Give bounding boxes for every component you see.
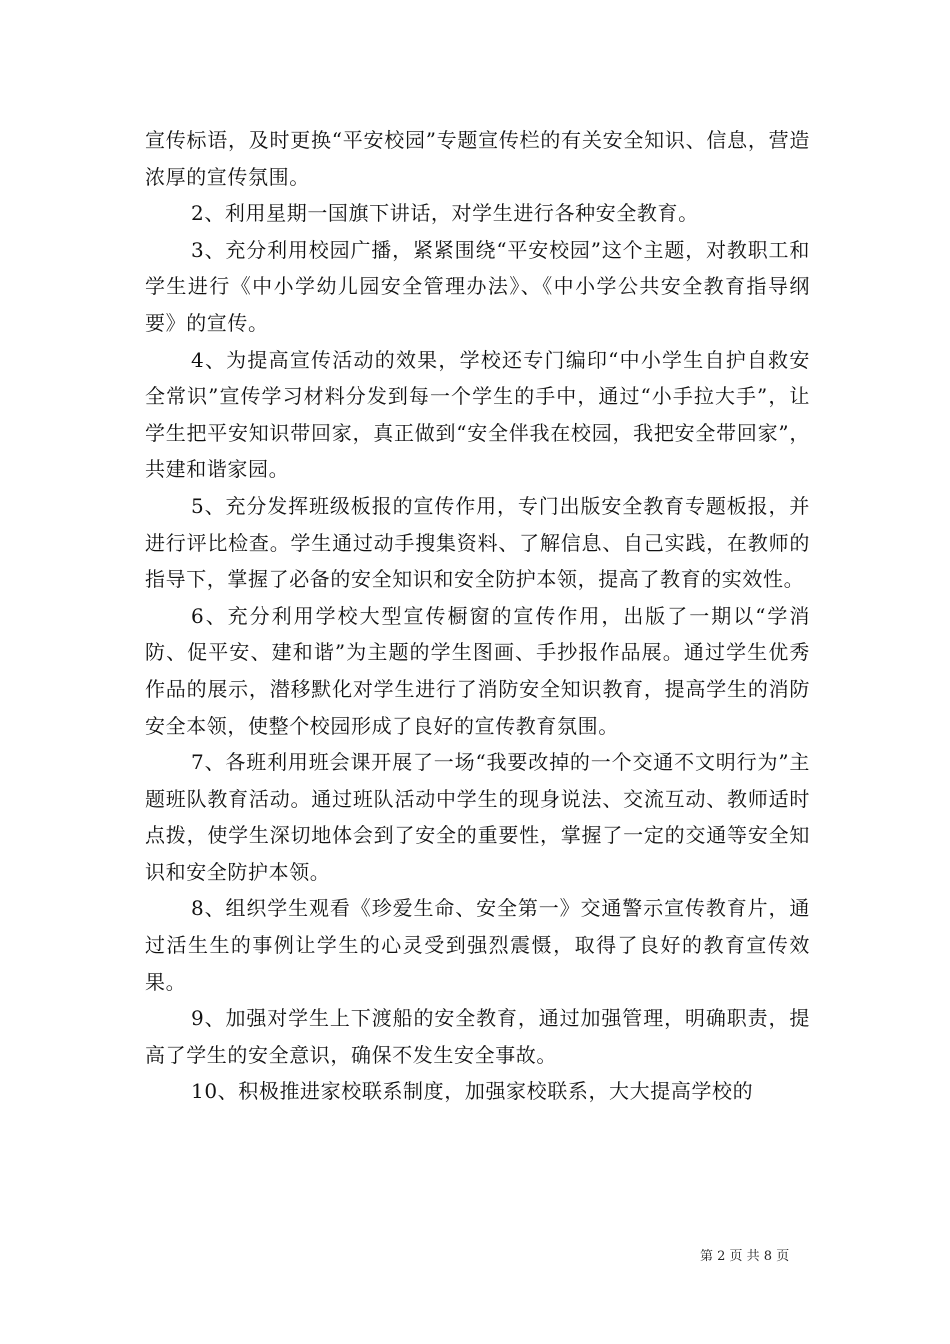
paragraph: 10、积极推进家校联系制度，加强家校联系，大大提高学校的: [191, 1079, 754, 1104]
paragraph: 3、充分利用校园广播，紧紧围绕“平安校园”这个主题，对教职工和学生进行《中小学幼儿园安全管理办法》、《中小学公共安全教育指导纲要》的宣传。: [145, 237, 810, 335]
paragraph: 8、组织学生观看《珍爱生命、安全第一》交通警示宣传教育片，通过活生生的事例让学生的心灵受到强烈震慑，取得了良好的教育宣传效果。: [145, 896, 810, 994]
paragraph: 4、为提高宣传活动的效果，学校还专门编印“中小学生自护自救安全常识”宣传学习材料分发到每一个学生的手中，通过“小手拉大手”，让学生把平安知识带回家，真正做到“安全伴我在校园，我把安全带回家”，共建和谐家园。: [145, 347, 810, 482]
document-body: [145, 122, 810, 1110]
page-number-footer: 第 2 页 共 8 页: [700, 1249, 790, 1264]
paragraph: 2、利用星期一国旗下讲话，对学生进行各种安全教育。: [191, 201, 699, 226]
paragraph: 5、充分发挥班级板报的宣传作用，专门出版安全教育专题板报，并进行评比检查。学生通过动手搜集资料、了解信息、自己实践，在教师的指导下，掌握了必备的安全知识和安全防护本领，提高了教育的实效性。: [145, 493, 810, 592]
paragraph: 宣传标语，及时更换“平安校园”专题宣传栏的有关安全知识、信息，营造浓厚的宣传氛围。: [145, 128, 810, 189]
paragraph: 9、加强对学生上下渡船的安全教育，通过加强管理，明确职责，提高了学生的安全意识，确保不发生安全事故。: [145, 1006, 810, 1067]
paragraph: 6、充分利用学校大型宣传橱窗的宣传作用，出版了一期以“学消防、促平安、建和谐”为主题的学生图画、手抄报作品展。通过学生优秀作品的展示，潜移默化对学生进行了消防安全知识教育，提高学生的消防安全本领，使整个校园形成了良好的宣传教育氛围。: [145, 603, 810, 738]
paragraph: 7、各班利用班会课开展了一场“我要改掉的一个交通不文明行为”主题班队教育活动。通过班队活动中学生的现身说法、交流互动、教师适时点拨，使学生深切地体会到了安全的重要性，掌握了一定的交通等安全知识和安全防护本领。: [145, 750, 810, 884]
